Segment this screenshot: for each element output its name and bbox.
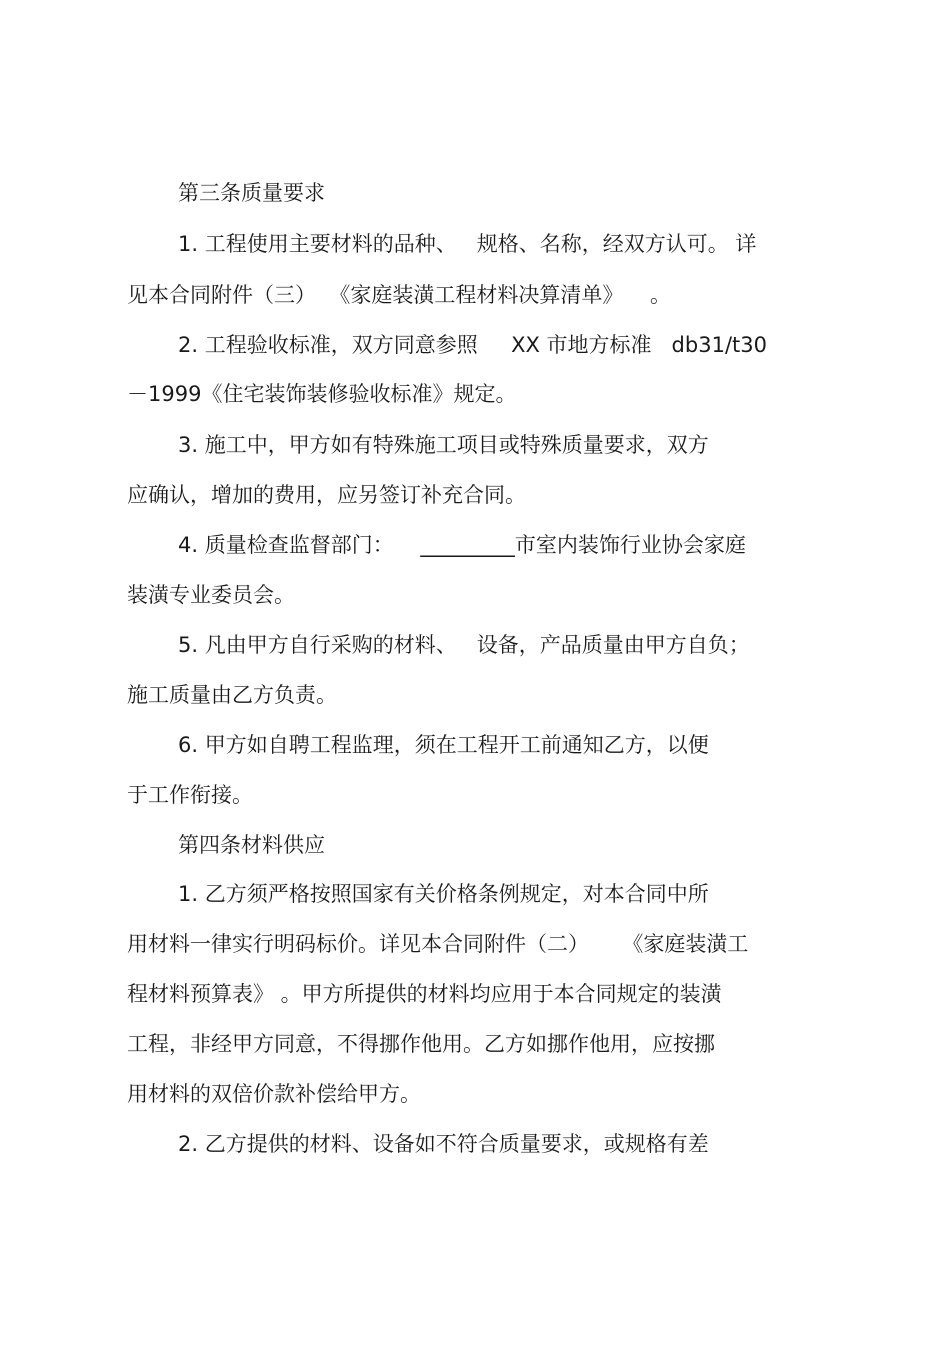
paragraph-line: 2. 工程验收标准，双方同意参照 XX 市地方标准 db31/t30 — [178, 333, 767, 357]
paragraph-line: 1. 乙方须严格按照国家有关价格条例规定，对本合同中所 — [178, 882, 709, 906]
section-heading: 第四条材料供应 — [178, 833, 325, 857]
paragraph-line: 4. 质量检查监督部门： _________市室内装饰行业协会家庭 — [178, 533, 746, 557]
paragraph-line: 1. 工程使用主要材料的品种、 规格、名称，经双方认可。 详 — [178, 232, 757, 256]
paragraph-line: 2. 乙方提供的材料、设备如不符合质量要求，或规格有差 — [178, 1132, 709, 1156]
paragraph-line: 于工作衔接。 — [127, 783, 253, 807]
paragraph-line: 6. 甲方如自聘工程监理，须在工程开工前通知乙方，以便 — [178, 733, 709, 757]
paragraph-line: 见本合同附件（三） 《家庭装潢工程材料决算清单》 。 — [127, 283, 672, 307]
paragraph-line: 5. 凡由甲方自行采购的材料、 设备，产品质量由甲方自负； — [178, 633, 750, 657]
section-heading: 第三条质量要求 — [178, 181, 325, 205]
paragraph-line: －1999《住宅装饰装修验收标准》规定。 — [127, 382, 517, 406]
paragraph-line: 用材料一律实行明码标价。详见本合同附件（二） 《家庭装潢工 — [127, 932, 749, 956]
paragraph-line: 3. 施工中，甲方如有特殊施工项目或特殊质量要求，双方 — [178, 433, 709, 457]
paragraph-line: 施工质量由乙方负责。 — [127, 683, 337, 707]
paragraph-line: 应确认，增加的费用，应另签订补充合同。 — [127, 483, 526, 507]
paragraph-line: 工程，非经甲方同意，不得挪作他用。乙方如挪作他用，应按挪 — [127, 1032, 715, 1056]
paragraph-line: 程材料预算表》 。甲方所提供的材料均应用于本合同规定的装潢 — [127, 982, 722, 1006]
paragraph-line: 装潢专业委员会。 — [127, 583, 295, 607]
paragraph-line: 用材料的双倍价款补偿给甲方。 — [127, 1082, 421, 1106]
